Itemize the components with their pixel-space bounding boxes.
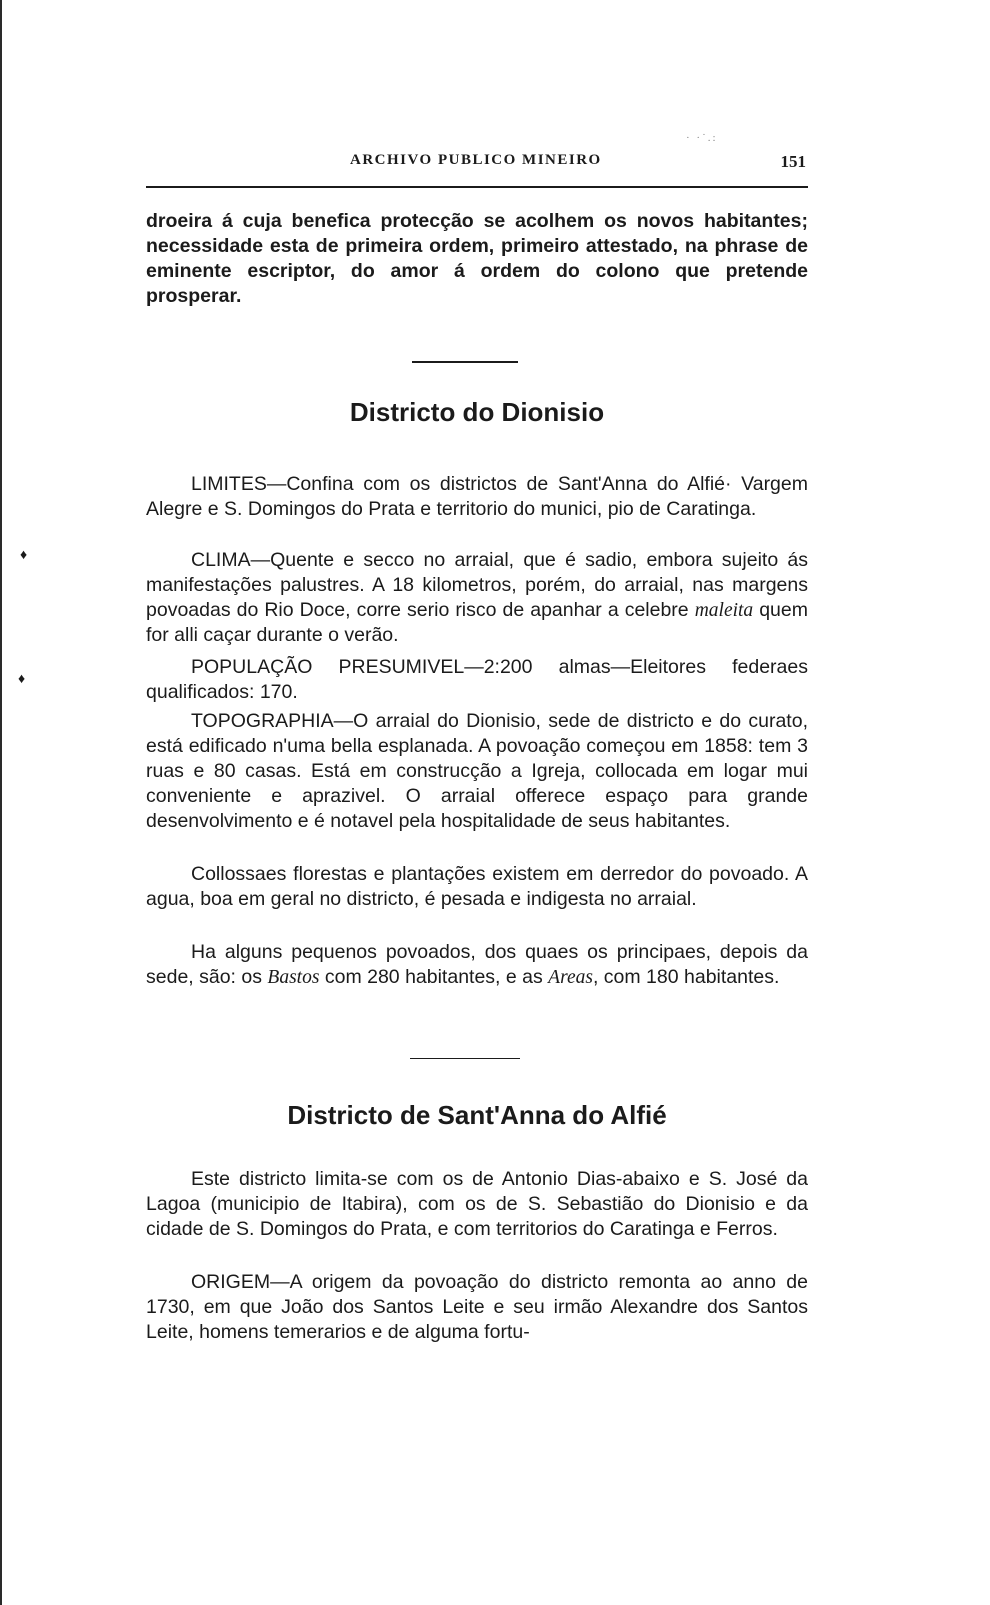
margin-mark: ♦ [18,672,26,687]
page-header [146,132,806,182]
paragraph-limites-alfie: Este districto limita-se com os de Antonio Dias-abaixo e S. José da Lagoa (municipio de Itabira), com os de S. Sebastião do Dionisio e da cidade de S. Domingos do Prata, e com territorios do Caratinga e Ferros. [146,1168,808,1240]
povoados-text-mid: com 280 habitantes, e as [319,966,549,988]
intro-paragraph: droeira á cuja benefica protecção se acolhem os novos habitantes; necessidade esta de primeira ordem, primeiro attestado, na phrase de eminente escriptor, do amor á ordem do colono que pretende prosperar. [146,210,808,307]
running-head: ARCHIVO PUBLICO MINEIRO [350,152,602,168]
place-areas: Areas [548,967,593,988]
header-rule [146,186,808,188]
page-number: 151 [780,152,806,171]
paragraph-limites: LIMITES—Confina com os districtos de Sant'Anna do Alfié· Vargem Alegre e S. Domingos do Prata e territorio do munici, pio de Caratinga. [146,473,808,520]
paragraph-povoados [146,940,808,990]
paragraph-topographia: TOPOGRAPHIA—O arraial do Dionisio, sede de districto e do curato, está edificado n'uma bella esplanada. A povoação começou em 1858: tem 3 ruas e 80 casas. Está em construcção a Igreja, collocada em logar mui conveniente e aprazivel. O arraial offerece espaço para grande desenvolvimento e é notavel pela hospitalidade de seus habitantes. [146,710,808,832]
section-divider [412,361,518,363]
paragraph-origem: ORIGEM—A origem da povoação do districto remonta ao anno de 1730, em que João dos Santos Leite e seu irmão Alexandre dos Santos Leite, homens temerarios e de alguma fortu- [146,1271,808,1343]
povoados-text: Ha alguns pequenos povoados, dos quaes os principaes, depois da sede, são: os [146,941,808,988]
clima-italic-term: maleita [694,600,754,621]
place-bastos: Bastos [267,967,320,988]
section-title-dionisio: Districto do Dionisio [349,397,605,427]
margin-mark: ♦ [20,548,28,563]
section-title-alfie: Districto de Sant'Anna do Alfié [287,1100,667,1130]
print-smudge: · ·˙.: [686,132,718,144]
povoados-text-end: , com 180 habitantes. [592,966,780,988]
paragraph-florestas: Collossaes florestas e plantações existem em derredor do povoado. A agua, boa em geral no districto, é pesada e indigesta no arraial. [146,863,808,910]
page-left-edge [0,0,2,1605]
clima-text: CLIMA—Quente e secco no arraial, que é sadio, embora sujeito ás manifestações palustres. A 18 kilometros, porém, do arraial, nas margens povoadas do Rio Doce, corre serio risco de apanhar a celebre [146,549,808,621]
clima-text-end: quem for alli caçar durante o verão. [146,599,808,646]
paragraph-clima [146,548,808,648]
section-divider [410,1058,520,1059]
paragraph-populacao: POPULAÇÃO PRESUMIVEL—2:200 almas—Eleitores federaes qualificados: 170. [146,656,808,703]
